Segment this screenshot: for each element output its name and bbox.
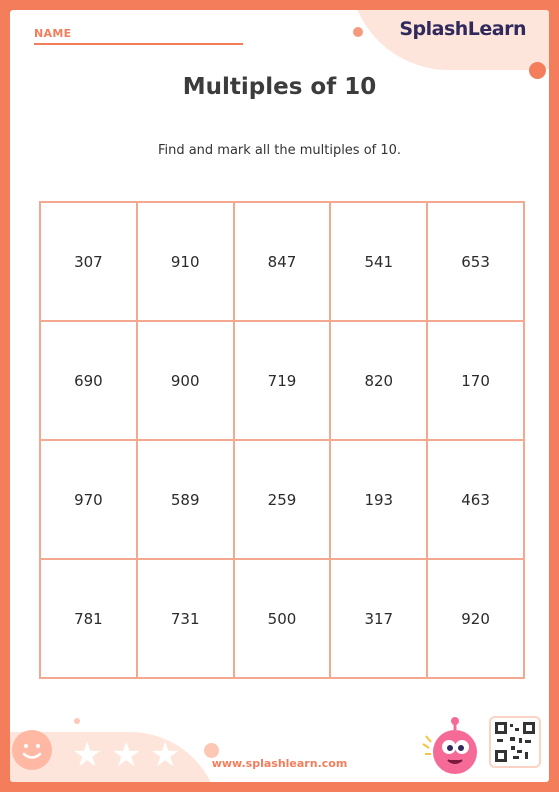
website-link[interactable]: www.splashlearn.com <box>211 757 348 770</box>
number-cell[interactable]: 781 <box>40 559 137 678</box>
number-cell[interactable]: 500 <box>234 559 331 678</box>
instruction-text: Find and mark all the multiples of 10. <box>157 143 402 158</box>
number-cell[interactable]: 847 <box>234 202 331 321</box>
star-icon: ★ <box>72 735 103 775</box>
number-grid <box>39 201 525 679</box>
number-cell[interactable]: 463 <box>427 440 524 559</box>
number-cell[interactable]: 259 <box>234 440 331 559</box>
page-title: Multiples of 10 <box>182 74 377 100</box>
brand-logo: SplashLearn <box>399 18 526 40</box>
number-cell[interactable]: 589 <box>137 440 234 559</box>
number-cell[interactable]: 193 <box>330 440 427 559</box>
number-cell[interactable]: 170 <box>427 321 524 440</box>
star-icon: ★ <box>150 735 181 775</box>
number-cell[interactable]: 719 <box>234 321 331 440</box>
number-cell[interactable]: 970 <box>40 440 137 559</box>
number-cell[interactable]: 307 <box>40 202 137 321</box>
mascot-icon <box>419 714 489 780</box>
number-cell[interactable]: 920 <box>427 559 524 678</box>
star-icon: ★ <box>111 735 142 775</box>
number-cell[interactable]: 317 <box>330 559 427 678</box>
decor-dot <box>353 27 363 37</box>
qr-code-icon <box>489 716 541 768</box>
name-field-line[interactable] <box>34 43 243 45</box>
number-cell[interactable]: 820 <box>330 321 427 440</box>
decor-dot <box>204 743 219 758</box>
number-cell[interactable]: 731 <box>137 559 234 678</box>
number-cell[interactable]: 653 <box>427 202 524 321</box>
name-label: NAME <box>34 27 72 40</box>
number-cell[interactable]: 900 <box>137 321 234 440</box>
number-cell[interactable]: 910 <box>137 202 234 321</box>
number-cell[interactable]: 690 <box>40 321 137 440</box>
worksheet-content <box>10 10 549 782</box>
decor-dot <box>74 718 80 724</box>
number-cell[interactable]: 541 <box>330 202 427 321</box>
